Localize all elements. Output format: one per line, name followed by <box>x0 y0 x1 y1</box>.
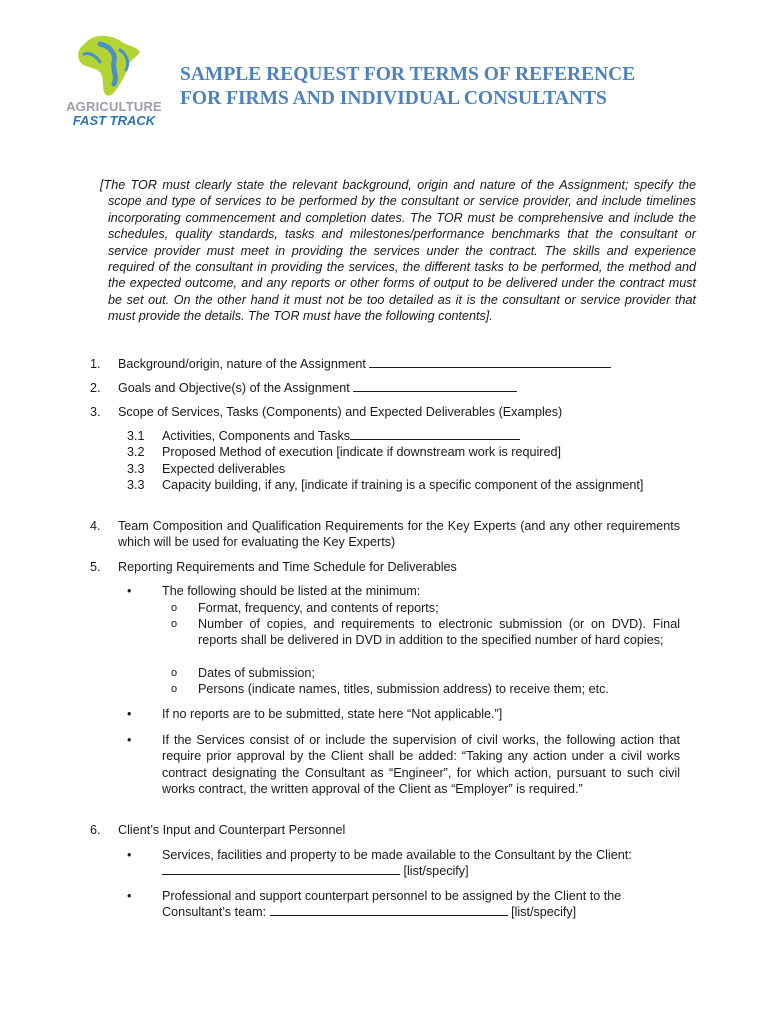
section-5-sub-2: Number of copies, and requirements to electronic submission (or on DVD). Final reports shall be delivered in DVD in addition to the specified number of hard copies; <box>198 617 680 648</box>
africa-map-icon <box>70 32 150 102</box>
section-5-sub-1: Format, frequency, and contents of reports; <box>198 601 439 615</box>
title-line-1: SAMPLE REQUEST FOR TERMS OF REFERENCE <box>180 64 636 85</box>
document-title <box>180 63 635 111</box>
section-6-bullet-1-blank[interactable] <box>162 863 400 875</box>
section-3-1-text: Activities, Components and Tasks <box>162 429 351 443</box>
bullet-icon: • <box>127 733 132 747</box>
intro-paragraph: [The TOR must clearly state the relevant background, origin and nature of the Assignment; specify the scope and type of services to be performed by the consultant or service provider, and include timelines incorporating commencement and completion dates. The TOR must be comprehensive and include the schedules, quality standards, tasks and milestones/performance benchmarks that the consultant or service provider must meet in providing the services under the contract. The skills and experience required of the consultant in providing the services, the different tasks to be performed, the method and the expected outcome, and any reports or other forms of output to be delivered under the contract must be set out. On the other hand it must not be too detailed as it is the consultant or service provider that must provide the details. The TOR must have the following contents]. <box>100 178 696 324</box>
section-5-bullet-1: The following should be listed at the minimum: <box>162 584 421 598</box>
bullet-icon: • <box>127 707 132 721</box>
section-6-bullet-1 <box>162 847 680 880</box>
section-3-3-number: 3.3 <box>127 462 145 476</box>
section-2-number: 2. <box>90 381 101 395</box>
section-3-1-blank[interactable] <box>350 428 520 440</box>
section-1-number: 1. <box>90 357 101 371</box>
circle-bullet-icon: o <box>171 618 178 630</box>
section-3-number: 3. <box>90 405 101 419</box>
section-5-sub-4: Persons (indicate names, titles, submission address) to receive them; etc. <box>198 682 609 696</box>
section-4-text: Team Composition and Qualification Requirements for the Key Experts (and any other requirements which will be used for evaluating the Key Experts) <box>118 519 680 550</box>
section-1-blank[interactable] <box>369 356 611 368</box>
section-3-1 <box>162 428 680 444</box>
logo-text-agriculture: AGRICULTURE <box>66 99 162 114</box>
section-6-bullet-1-text: Services, facilities and property to be made available to the Consultant by the Client: <box>162 848 632 862</box>
section-5-sub-3: Dates of submission; <box>198 666 315 680</box>
bullet-icon: • <box>127 584 132 598</box>
section-1 <box>118 356 678 372</box>
circle-bullet-icon: o <box>171 667 178 679</box>
section-3-3b-text: Capacity building, if any, [indicate if training is a specific component of the assignment] <box>162 478 644 492</box>
section-2-text: Goals and Objective(s) of the Assignment <box>118 381 354 395</box>
section-6-bullet-2-tail: [list/specify] <box>507 905 577 920</box>
circle-bullet-icon: o <box>171 602 178 614</box>
section-2 <box>118 380 678 396</box>
section-3-2-text: Proposed Method of execution [indicate if downstream work is required] <box>162 445 562 459</box>
section-3-3-text: Expected deliverables <box>162 462 286 476</box>
section-6-number: 6. <box>90 823 101 837</box>
section-3-2-number: 3.2 <box>127 445 145 459</box>
logo-text-fast-track: FAST TRACK <box>72 113 156 128</box>
section-6-text: Client’s Input and Counterpart Personnel <box>118 823 346 837</box>
circle-bullet-icon: o <box>171 683 178 695</box>
section-6-bullet-2 <box>162 888 680 921</box>
section-3-1-number: 3.1 <box>127 429 145 443</box>
section-4-number: 4. <box>90 519 101 533</box>
title-line-2: FOR FIRMS AND INDIVIDUAL CONSULTANTS <box>180 88 607 109</box>
section-3-text: Scope of Services, Tasks (Components) and Expected Deliverables (Examples) <box>118 405 563 419</box>
section-5-bullet-3: If the Services consist of or include the supervision of civil works, the following action that require prior approval by the Client shall be added: “Taking any action under a civil works contract designating the Consultant as “Engineer”, for which action, pursuant to such civil works contract, the written approval of the Client as “Employer” is required.” <box>162 733 680 797</box>
section-5-bullet-2: If no reports are to be submitted, state here “Not applicable.”] <box>162 707 503 721</box>
section-5-number: 5. <box>90 560 101 574</box>
section-6-bullet-2-blank[interactable] <box>270 904 508 916</box>
section-1-text: Background/origin, nature of the Assignment <box>118 357 370 371</box>
bullet-icon: • <box>127 848 132 862</box>
agriculture-fast-track-logo <box>62 30 162 130</box>
section-3-3b-number: 3.3 <box>127 478 145 492</box>
section-2-blank[interactable] <box>353 380 517 392</box>
section-5-text: Reporting Requirements and Time Schedule for Deliverables <box>118 560 457 574</box>
section-6-bullet-2-text: Professional and support counterpart personnel to be assigned by the Client to the Consultant’s team: <box>162 889 622 920</box>
section-6-bullet-1-tail: [list/specify] <box>400 864 469 879</box>
bullet-icon: • <box>127 889 132 903</box>
